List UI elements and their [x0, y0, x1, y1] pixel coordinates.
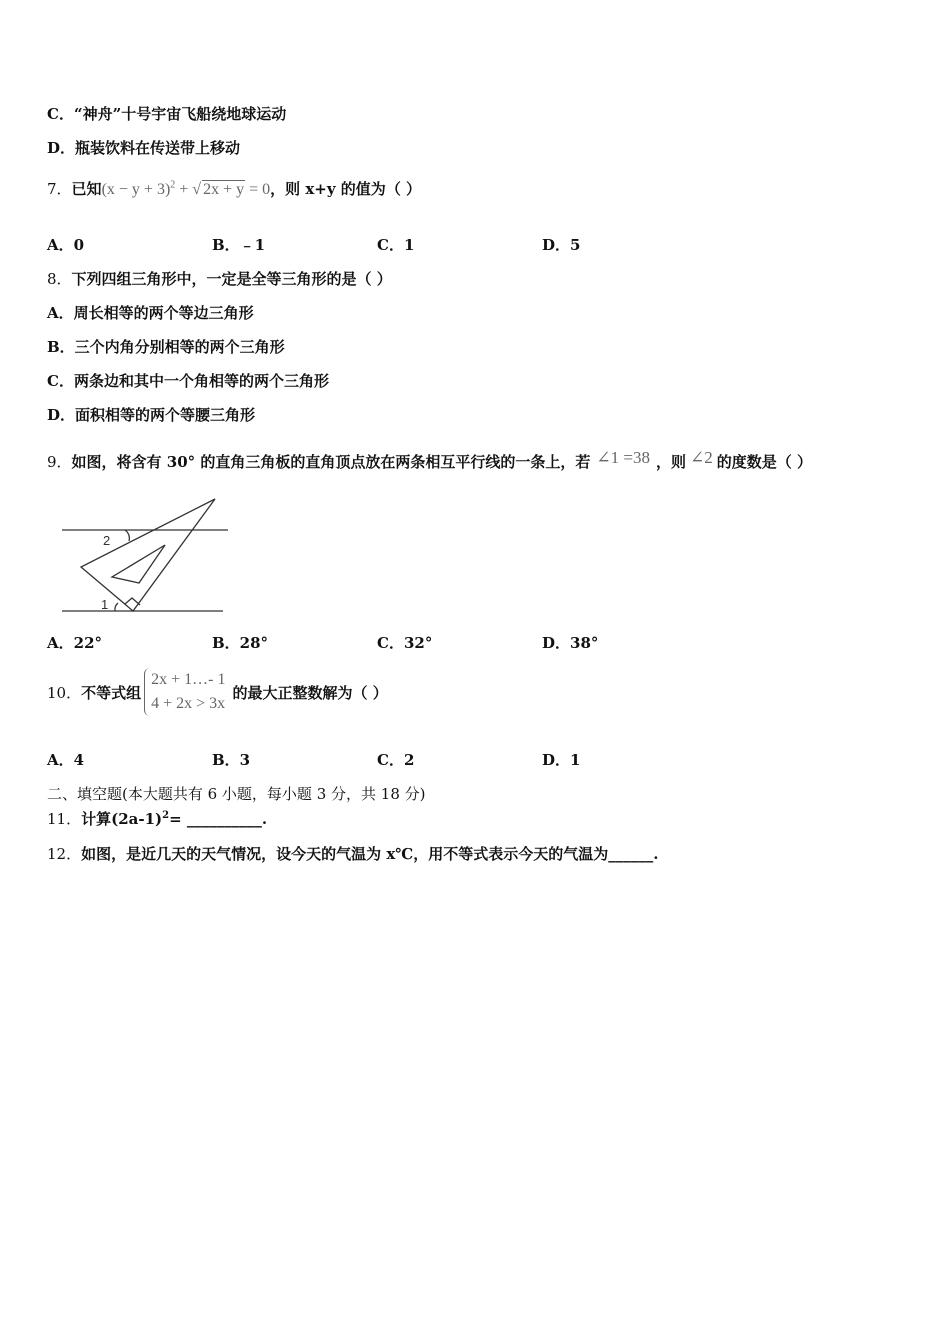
q10-option-a: A．4: [47, 751, 85, 769]
q10-stem: [47, 665, 388, 719]
q12-stem: [47, 843, 658, 864]
q9-angle2-formula: ∠2: [689, 448, 713, 467]
q9-option-a: A．22°: [47, 634, 103, 652]
q10-post: 的最大正整数解为（ ）: [232, 683, 388, 702]
q7-stem: [47, 178, 421, 199]
q10-number: 10．: [47, 683, 82, 702]
q7-pre: 已知: [71, 180, 102, 198]
section-fill-in-title: 二、填空题(本大题共有 6 小题，每小题 3 分，共 18 分): [47, 785, 426, 803]
q10-option-c: C．2: [377, 751, 415, 769]
q9-option-d: D．38°: [542, 634, 599, 652]
q7-option-d: D．5: [542, 236, 581, 254]
fig-label-1: 1: [101, 597, 109, 612]
fig-label-2: 2: [103, 533, 111, 548]
q11-exponent: 2: [162, 810, 170, 821]
q10-inequality-2: 4 + 2x > 3x: [151, 695, 226, 712]
q7-formula: [102, 181, 271, 198]
q9-figure: [55, 495, 235, 617]
q7-number: 7．: [47, 180, 72, 198]
q6-option-c: C．“神舟”十号宇宙飞船绕地球运动: [47, 105, 287, 123]
q7-formula-exponent: 2: [170, 179, 176, 191]
q10-option-d: D．1: [542, 751, 581, 769]
q8-number: 8．: [47, 270, 72, 288]
q6-option-d: D．瓶装饮料在传送带上移动: [47, 139, 241, 157]
q7-formula-base: (x − y + 3): [101, 181, 171, 198]
q11-pre: 计算(2a-1): [81, 810, 163, 828]
q9-stem-a: 如图，将含有 30° 的直角三角板的直角顶点放在两条相互平行线的一条上，若: [71, 453, 591, 471]
q7-formula-plus-sqrt: + √: [175, 181, 202, 198]
q10-inequality-1: 2x + 1…- 1: [151, 671, 226, 688]
angle2-arc: [125, 530, 129, 541]
q8-stem-text: 下列四组三角形中，一定是全等三角形的是（ ）: [71, 270, 392, 288]
q8-stem: [47, 268, 392, 289]
q12-stem-text: 如图，是近几天的天气情况，设今天的气温为 x℃，用不等式表示今天的气温为______.: [81, 845, 659, 863]
q9-stem: [47, 448, 812, 472]
q10-pre: 不等式组: [81, 683, 142, 702]
q9-stem-c: 的度数是（ ）: [716, 453, 812, 471]
q7-option-a: A．0: [47, 236, 85, 254]
q8-option-c: C．两条边和其中一个角相等的两个三角形: [47, 372, 329, 390]
q8-option-a: A．周长相等的两个等边三角形: [47, 304, 254, 322]
q8-option-b: B．三个内角分别相等的两个三角形: [47, 338, 285, 356]
q9-stem-b: ，则: [655, 453, 686, 471]
q11-stem: [47, 808, 267, 829]
q11-post: = __________.: [169, 810, 268, 828]
q12-number: 12．: [47, 845, 82, 863]
q7-formula-equals: = 0: [245, 181, 271, 198]
q9-option-b: B．28°: [212, 634, 269, 652]
angle1-arc: [115, 603, 118, 611]
q7-post: ，则 x+y 的值为（ ）: [270, 180, 422, 198]
q10-inequality-system: [144, 668, 229, 716]
q7-option-c: C．1: [377, 236, 415, 254]
q7-formula-radicand: 2x + y: [203, 181, 245, 198]
q10-option-b: B．3: [212, 751, 251, 769]
q7-option-b: B．﹣1: [212, 236, 266, 254]
q11-number: 11．: [47, 810, 82, 828]
q8-option-d: D．面积相等的两个等腰三角形: [47, 406, 256, 424]
q9-number: 9．: [47, 453, 72, 471]
q9-angle1-formula: ∠1 =38: [596, 448, 650, 467]
q9-option-c: C．32°: [377, 634, 433, 652]
